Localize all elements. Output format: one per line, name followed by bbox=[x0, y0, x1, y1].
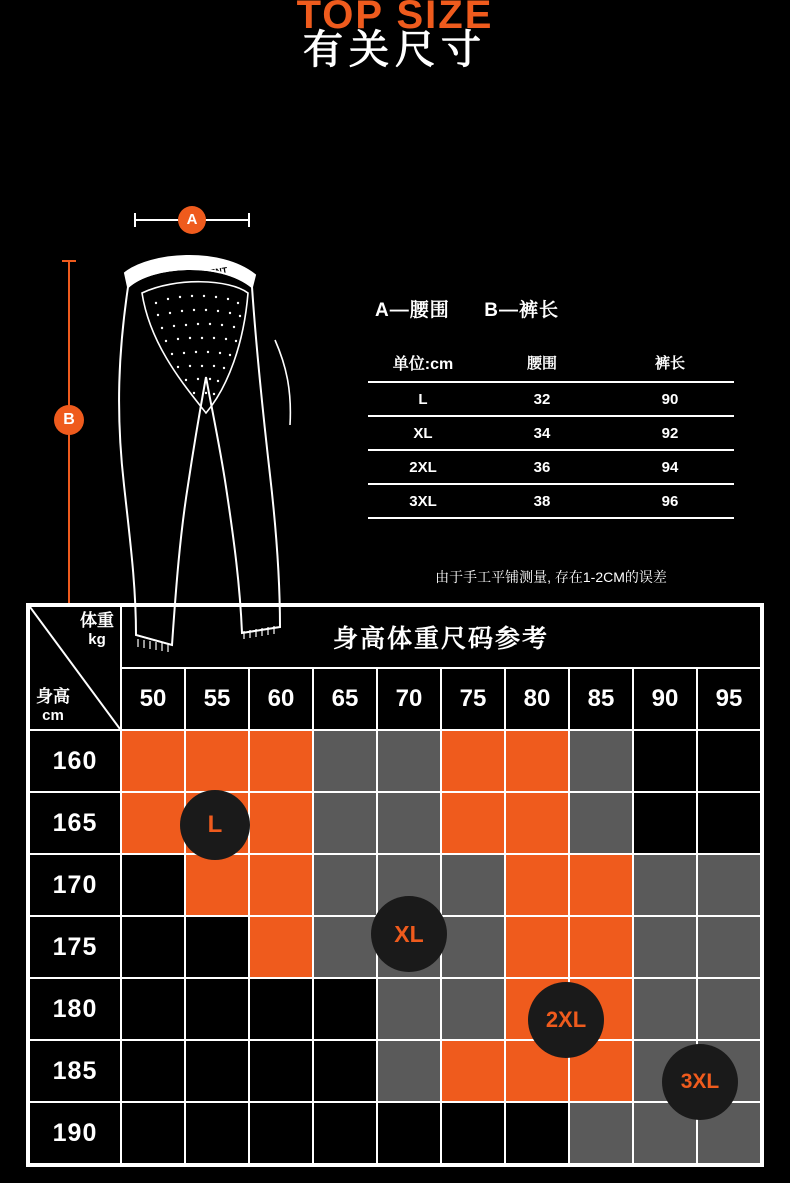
chart-cell bbox=[633, 792, 697, 854]
chart-cell bbox=[569, 730, 633, 792]
chart-cell bbox=[377, 978, 441, 1040]
pants-illustration bbox=[80, 235, 340, 665]
weight-column-header: 60 bbox=[249, 668, 313, 730]
measurement-note: 由于手工平铺测量, 存在1-2CM的误差 bbox=[435, 569, 667, 585]
chart-row bbox=[29, 792, 761, 854]
chart-cell bbox=[121, 978, 185, 1040]
page-title-en: TOP SIZE bbox=[296, 0, 494, 37]
height-row-header: 175 bbox=[29, 916, 121, 978]
chart-row bbox=[29, 978, 761, 1040]
chart-cell bbox=[697, 916, 761, 978]
chart-cell bbox=[697, 854, 761, 916]
chart-cell bbox=[569, 854, 633, 916]
size-waist: 32 bbox=[478, 382, 606, 416]
chart-cell bbox=[313, 730, 377, 792]
chart-cell bbox=[377, 1040, 441, 1102]
badge-b: B bbox=[54, 405, 84, 435]
chart-cell bbox=[633, 916, 697, 978]
chart-cell bbox=[697, 792, 761, 854]
chart-row bbox=[29, 730, 761, 792]
chart-cell bbox=[441, 792, 505, 854]
header-unit: 单位:cm bbox=[368, 343, 478, 382]
height-row-header: 185 bbox=[29, 1040, 121, 1102]
legend-b-label: B—裤长 bbox=[484, 300, 560, 321]
size-waist: 36 bbox=[478, 450, 606, 484]
chart-cell bbox=[121, 854, 185, 916]
arrow-line-vertical bbox=[68, 260, 70, 635]
size-length: 92 bbox=[606, 416, 734, 450]
chart-cell bbox=[569, 1102, 633, 1164]
chart-cell bbox=[505, 1102, 569, 1164]
height-row-header: 180 bbox=[29, 978, 121, 1040]
chart-cell bbox=[505, 916, 569, 978]
chart-cell bbox=[185, 730, 249, 792]
size-name: 3XL bbox=[368, 484, 478, 518]
header-length: 裤长 bbox=[606, 343, 734, 382]
size-name: L bbox=[368, 382, 478, 416]
chart-corner-cell bbox=[29, 606, 121, 730]
chart-cell bbox=[505, 854, 569, 916]
badge-a: A bbox=[178, 206, 206, 234]
size-length: 94 bbox=[606, 450, 734, 484]
height-row-header: 170 bbox=[29, 854, 121, 916]
table-row bbox=[368, 416, 734, 450]
chart-cell bbox=[185, 916, 249, 978]
page-title-cn: 有关尺寸 bbox=[303, 28, 487, 72]
chart-cell bbox=[249, 1102, 313, 1164]
chart-cell bbox=[313, 1102, 377, 1164]
chart-cell bbox=[377, 1102, 441, 1164]
chart-cell bbox=[185, 1102, 249, 1164]
size-reference-chart bbox=[26, 603, 764, 1167]
height-row-header: 190 bbox=[29, 1102, 121, 1164]
chart-cell bbox=[377, 730, 441, 792]
chart-cell bbox=[185, 978, 249, 1040]
size-name: XL bbox=[368, 416, 478, 450]
chart-weight-header-row bbox=[29, 668, 761, 730]
chart-cell bbox=[249, 854, 313, 916]
weight-column-header: 50 bbox=[121, 668, 185, 730]
chart-cell bbox=[313, 854, 377, 916]
chart-cell bbox=[697, 978, 761, 1040]
svg-text:AOELEMENT: AOELEMENT bbox=[170, 265, 229, 284]
chart-cell bbox=[313, 1040, 377, 1102]
chart-cell bbox=[121, 792, 185, 854]
chart-cell bbox=[505, 730, 569, 792]
chart-cell bbox=[121, 1040, 185, 1102]
size-bubble-2xl: 2XL bbox=[528, 982, 604, 1058]
chart-cell bbox=[249, 916, 313, 978]
chart-cell bbox=[377, 792, 441, 854]
chart-cell bbox=[441, 854, 505, 916]
chart-cell bbox=[441, 978, 505, 1040]
size-bubble-xl: XL bbox=[371, 896, 447, 972]
weight-column-header: 80 bbox=[505, 668, 569, 730]
chart-cell bbox=[185, 854, 249, 916]
table-row bbox=[368, 484, 734, 518]
weight-column-header: 85 bbox=[569, 668, 633, 730]
header-waist: 腰围 bbox=[478, 343, 606, 382]
chart-row bbox=[29, 1102, 761, 1164]
chart-cell bbox=[505, 792, 569, 854]
chart-cell bbox=[569, 792, 633, 854]
size-waist: 34 bbox=[478, 416, 606, 450]
chart-title: 身高体重尺码参考 bbox=[121, 606, 761, 668]
chart-cell bbox=[633, 730, 697, 792]
chart-cell bbox=[313, 978, 377, 1040]
chart-cell bbox=[441, 1040, 505, 1102]
table-row bbox=[368, 382, 734, 416]
table-row bbox=[368, 450, 734, 484]
chart-cell bbox=[249, 792, 313, 854]
chart-title-row bbox=[29, 606, 761, 668]
chart-cell bbox=[441, 730, 505, 792]
chart-cell bbox=[633, 978, 697, 1040]
chart-cell bbox=[249, 1040, 313, 1102]
arrow-cap-right bbox=[248, 213, 250, 227]
corner-height-label: 身高 cm bbox=[36, 687, 70, 724]
chart-cell bbox=[313, 792, 377, 854]
measurement-legend bbox=[375, 295, 559, 322]
chart-cell bbox=[121, 916, 185, 978]
weight-column-header: 65 bbox=[313, 668, 377, 730]
weight-column-header: 90 bbox=[633, 668, 697, 730]
corner-weight-label: 体重 kg bbox=[80, 611, 114, 648]
chart-cell bbox=[633, 854, 697, 916]
size-bubble-3xl: 3XL bbox=[662, 1044, 738, 1120]
chart-cell bbox=[249, 730, 313, 792]
weight-column-header: 55 bbox=[185, 668, 249, 730]
size-length: 90 bbox=[606, 382, 734, 416]
chart-cell bbox=[569, 916, 633, 978]
chart-cell bbox=[249, 978, 313, 1040]
legend-a-label: A—腰围 bbox=[375, 300, 450, 321]
chart-row bbox=[29, 1040, 761, 1102]
size-specification-table bbox=[368, 343, 734, 519]
chart-cell bbox=[697, 730, 761, 792]
height-row-header: 165 bbox=[29, 792, 121, 854]
size-bubble-l: L bbox=[180, 790, 250, 860]
chart-cell bbox=[441, 1102, 505, 1164]
chart-cell bbox=[121, 1102, 185, 1164]
chart-cell bbox=[185, 1040, 249, 1102]
height-row-header: 160 bbox=[29, 730, 121, 792]
weight-column-header: 95 bbox=[697, 668, 761, 730]
length-measure-arrow bbox=[62, 260, 76, 635]
page-header bbox=[0, 0, 790, 74]
size-waist: 38 bbox=[478, 484, 606, 518]
size-name: 2XL bbox=[368, 450, 478, 484]
size-length: 96 bbox=[606, 484, 734, 518]
weight-column-header: 70 bbox=[377, 668, 441, 730]
measurement-diagram bbox=[0, 95, 790, 585]
weight-column-header: 75 bbox=[441, 668, 505, 730]
chart-cell bbox=[121, 730, 185, 792]
chart-cell bbox=[313, 916, 377, 978]
chart-cell bbox=[441, 916, 505, 978]
table-header-row bbox=[368, 343, 734, 382]
